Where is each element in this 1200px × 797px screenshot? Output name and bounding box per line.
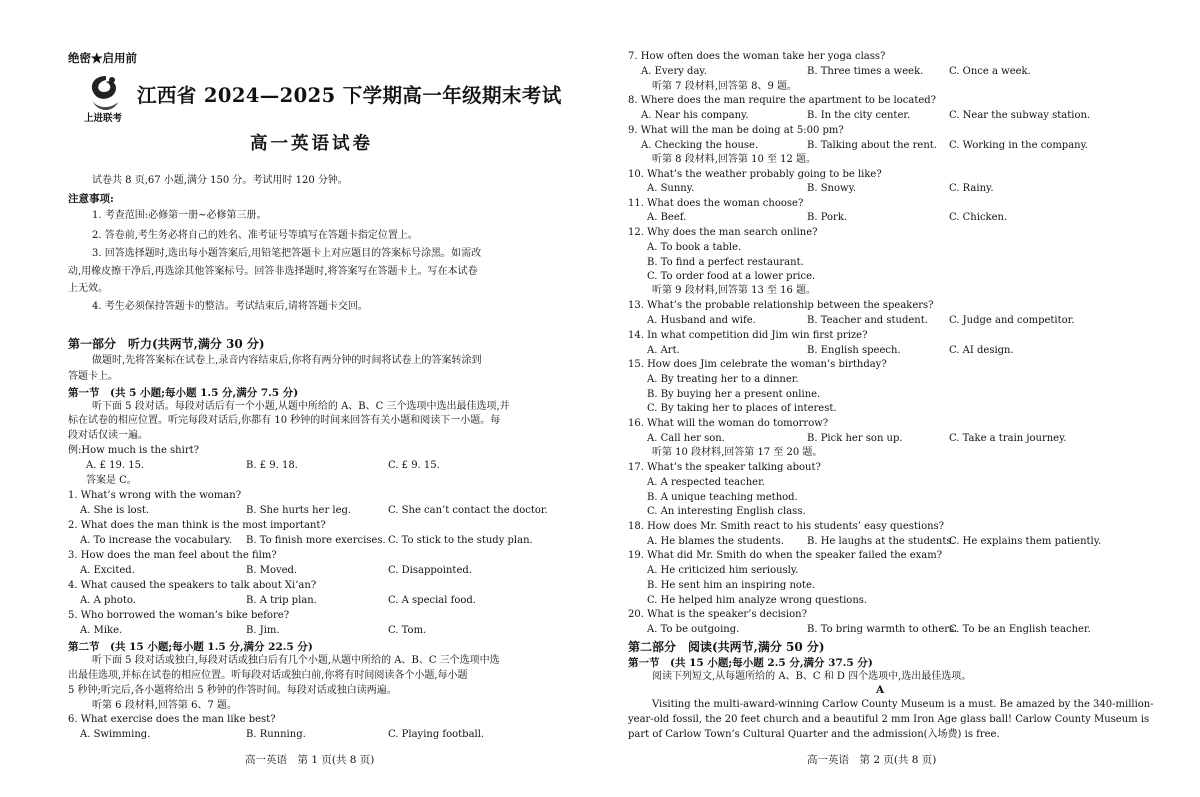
q4-option-a: A. A photo. <box>80 595 136 606</box>
q5-option-a: A. Mike. <box>80 625 123 636</box>
note-3-line-1: 3. 回答选择题时,选出每小题答案后,用铅笔把答题卡上对应题目的答案标号涂黑。如需改 <box>92 248 482 259</box>
q1-option-b: B. She hurts her leg. <box>246 505 352 516</box>
reading-section-1-title: 第一节 (共 15 小题;每小题 2.5 分,满分 37.5 分) <box>628 657 873 669</box>
question-18: 18. How does Mr. Smith react to his students’ easy questions? <box>628 521 945 532</box>
section-2-title: 第二节 (共 15 小题;每小题 1.5 分,满分 22.5 分) <box>68 641 313 653</box>
confidential-mark: 绝密★启用前 <box>68 51 137 65</box>
question-13: 13. What’s the probable relationship between the speakers? <box>628 300 934 311</box>
question-4: 4. What caused the speakers to talk about Xi’an? <box>68 580 317 591</box>
material-9-note: 听第 9 段材料,回答第 13 至 16 题。 <box>652 285 817 296</box>
q4-option-c: C. A special food. <box>388 595 476 606</box>
section-1-desc-line-1: 听下面 5 段对话。每段对话后有一个小题,从题中所给的 A、B、C 三个选项中选出最佳选项,并 <box>92 401 510 412</box>
q10-option-b: B. Snowy. <box>807 183 857 194</box>
q13-option-a: A. Husband and wife. <box>647 315 756 326</box>
passage-label: A <box>876 684 885 696</box>
q8-option-c: C. Near the subway station. <box>949 110 1091 121</box>
part-2-title: 第二部分 阅读(共两节,满分 50 分) <box>628 640 825 654</box>
question-3: 3. How does the man feel about the film? <box>68 550 277 561</box>
q3-option-a: A. Excited. <box>80 565 135 576</box>
section-2-desc-line-2: 出最佳选项,并标在试卷的相应位置。听每段对话或独白前,你将有时间阅读各个小题,每小题 <box>68 670 468 681</box>
part-1-title: 第一部分 听力(共两节,满分 30 分) <box>68 337 265 351</box>
page-2 <box>600 0 1200 797</box>
q3-option-b: B. Moved. <box>246 565 298 576</box>
q4-option-b: B. A trip plan. <box>246 595 317 606</box>
q2-option-b: B. To finish more exercises. <box>246 535 386 546</box>
exam-title: 江西省 2024—2025 下学期高一年级期末考试 <box>137 84 562 107</box>
q10-option-c: C. Rainy. <box>949 183 994 194</box>
q9-option-b: B. Talking about the rent. <box>807 140 937 151</box>
q12-option-b: B. To find a perfect restaurant. <box>647 257 804 268</box>
q8-option-a: A. Near his company. <box>641 110 749 121</box>
q20-option-b: B. To bring warmth to others. <box>807 624 958 635</box>
exam-intro: 试卷共 8 页,67 小题,满分 150 分。考试用时 120 分钟。 <box>92 175 348 186</box>
example-option-b: B. £ 9. 18. <box>246 460 298 471</box>
q19-option-a: A. He criticized him seriously. <box>647 565 799 576</box>
material-8-note: 听第 8 段材料,回答第 10 至 12 题。 <box>652 154 817 165</box>
q17-option-c: C. An interesting English class. <box>647 506 806 517</box>
question-8: 8. Where does the man require the apartment to be located? <box>628 95 937 106</box>
section-1-title: 第一节 (共 5 小题;每小题 1.5 分,满分 7.5 分) <box>68 387 299 399</box>
question-7: 7. How often does the woman take her yoga class? <box>628 51 886 62</box>
q18-option-b: B. He laughs at the students. <box>807 536 955 547</box>
q14-option-b: B. English speech. <box>807 345 901 356</box>
q16-option-c: C. Take a train journey. <box>949 433 1067 444</box>
part-1-desc-line-1: 做题时,先将答案标在试卷上,录音内容结束后,你将有两分钟的时间将试卷上的答案转涂到 <box>92 355 482 366</box>
q11-option-b: B. Pork. <box>807 212 848 223</box>
q14-option-c: C. AI design. <box>949 345 1014 356</box>
logo-label: 上进联考 <box>84 113 123 124</box>
q5-option-c: C. Tom. <box>388 625 427 636</box>
q17-option-a: A. A respected teacher. <box>647 477 765 488</box>
q6-option-c: C. Playing football. <box>388 729 485 740</box>
q5-option-b: B. Jim. <box>246 625 280 636</box>
question-12: 12. Why does the man search online? <box>628 227 818 238</box>
q2-option-a: A. To increase the vocabulary. <box>80 535 232 546</box>
q8-option-b: B. In the city center. <box>807 110 911 121</box>
q6-option-b: B. Running. <box>246 729 306 740</box>
q9-option-c: C. Working in the company. <box>949 140 1089 151</box>
section-2-desc-line-1: 听下面 5 段对话或独白,每段对话或独白后有几个小题,从题中所给的 A、B、C 三个选项中选 <box>92 655 500 666</box>
question-5: 5. Who borrowed the woman’s bike before? <box>68 610 290 621</box>
material-10-note: 听第 10 段材料,回答第 17 至 20 题。 <box>652 447 823 458</box>
q16-option-a: A. Call her son. <box>647 433 725 444</box>
example-question: 例:How much is the shirt? <box>68 445 199 456</box>
q7-option-c: C. Once a week. <box>949 66 1031 77</box>
q2-option-c: C. To stick to the study plan. <box>388 535 533 546</box>
q7-option-a: A. Every day. <box>641 66 707 77</box>
question-14: 14. In what competition did Jim win first prize? <box>628 330 868 341</box>
q13-option-c: C. Judge and competitor. <box>949 315 1075 326</box>
passage-line-1: Visiting the multi-award-winning Carlow County Museum is a must. Be amazed by the 340-million- <box>652 699 1154 710</box>
notes-title: 注意事项: <box>68 193 114 205</box>
q19-option-b: B. He sent him an inspiring note. <box>647 580 816 591</box>
q3-option-c: C. Disappointed. <box>388 565 472 576</box>
q20-option-c: C. To be an English teacher. <box>949 624 1091 635</box>
q12-option-c: C. To order food at a lower price. <box>647 271 816 282</box>
note-3-line-2: 动,用橡皮擦干净后,再选涂其他答案标号。回答非选择题时,将答案写在答题卡上。写在本试卷 <box>68 266 478 277</box>
q1-option-c: C. She can’t contact the doctor. <box>388 505 548 516</box>
paper-title: 高一英语试卷 <box>250 134 373 154</box>
section-1-desc-line-3: 段对话仅读一遍。 <box>68 430 148 441</box>
q17-option-b: B. A unique teaching method. <box>647 492 798 503</box>
part-1-desc-line-2: 答题卡上。 <box>68 371 118 382</box>
example-option-a: A. £ 19. 15. <box>86 460 145 471</box>
question-10: 10. What’s the weather probably going to be like? <box>628 169 882 180</box>
section-2-desc-line-3: 5 秒钟;听完后,各小题将给出 5 秒钟的作答时间。每段对话或独白读两遍。 <box>68 685 397 696</box>
q13-option-b: B. Teacher and student. <box>807 315 928 326</box>
note-4: 4. 考生必须保持答题卡的整洁。考试结束后,请将答题卡交回。 <box>92 301 368 312</box>
page-1-footer: 高一英语 第 1 页(共 8 页) <box>245 754 375 766</box>
q14-option-a: A. Art. <box>647 345 680 356</box>
example-answer: 答案是 C。 <box>86 475 137 486</box>
q18-option-a: A. He blames the students. <box>647 536 784 547</box>
q19-option-c: C. He helped him analyze wrong questions. <box>647 595 868 606</box>
question-15: 15. How does Jim celebrate the woman’s birthday? <box>628 359 887 370</box>
reading-section-1-desc: 阅读下列短文,从每题所给的 A、B、C 和 D 四个选项中,选出最佳选项。 <box>652 671 972 682</box>
question-17: 17. What’s the speaker talking about? <box>628 462 821 473</box>
q15-option-b: B. By buying her a present online. <box>647 389 821 400</box>
question-19: 19. What did Mr. Smith do when the speaker failed the exam? <box>628 550 943 561</box>
note-1: 1. 考查范围:必修第一册~必修第三册。 <box>92 210 267 221</box>
example-option-c: C. £ 9. 15. <box>388 460 440 471</box>
question-6: 6. What exercise does the man like best? <box>68 714 276 725</box>
q6-option-a: A. Swimming. <box>80 729 151 740</box>
q12-option-a: A. To book a table. <box>647 242 742 253</box>
q16-option-b: B. Pick her son up. <box>807 433 903 444</box>
question-2: 2. What does the man think is the most important? <box>68 520 326 531</box>
q20-option-a: A. To be outgoing. <box>647 624 740 635</box>
passage-line-2: year-old fossil, the 20 feet church and a beautiful 2 mm Iron Age glass ball! Carlow County Museum is <box>628 714 1150 725</box>
q15-option-a: A. By treating her to a dinner. <box>647 374 799 385</box>
material-7-note: 听第 7 段材料,回答第 8、9 题。 <box>652 81 797 92</box>
q11-option-c: C. Chicken. <box>949 212 1008 223</box>
question-16: 16. What will the woman do tomorrow? <box>628 418 829 429</box>
q10-option-a: A. Sunny. <box>647 183 695 194</box>
question-1: 1. What’s wrong with the woman? <box>68 490 242 501</box>
section-1-desc-line-2: 标在试卷的相应位置。听完每段对话后,你都有 10 秒钟的时间来回答有关小题和阅读下一小题。每 <box>68 415 501 426</box>
question-11: 11. What does the woman choose? <box>628 198 804 209</box>
question-9: 9. What will the man be doing at 5:00 pm? <box>628 125 844 136</box>
note-2: 2. 答卷前,考生务必将自己的姓名、准考证号等填写在答题卡指定位置上。 <box>92 230 418 241</box>
note-3-line-3: 上无效。 <box>68 283 108 294</box>
q1-option-a: A. She is lost. <box>80 505 150 516</box>
page-2-footer: 高一英语 第 2 页(共 8 页) <box>807 754 937 766</box>
q15-option-c: C. By taking her to places of interest. <box>647 403 837 414</box>
passage-line-3: part of Carlow Town’s Cultural Quarter and the admission(入场费) is free. <box>628 729 1000 740</box>
q9-option-a: A. Checking the house. <box>641 140 759 151</box>
q18-option-c: C. He explains them patiently. <box>949 536 1102 547</box>
q11-option-a: A. Beef. <box>647 212 687 223</box>
q7-option-b: B. Three times a week. <box>807 66 924 77</box>
question-20: 20. What is the speaker’s decision? <box>628 609 807 620</box>
material-6-note: 听第 6 段材料,回答第 6、7 题。 <box>92 700 237 711</box>
